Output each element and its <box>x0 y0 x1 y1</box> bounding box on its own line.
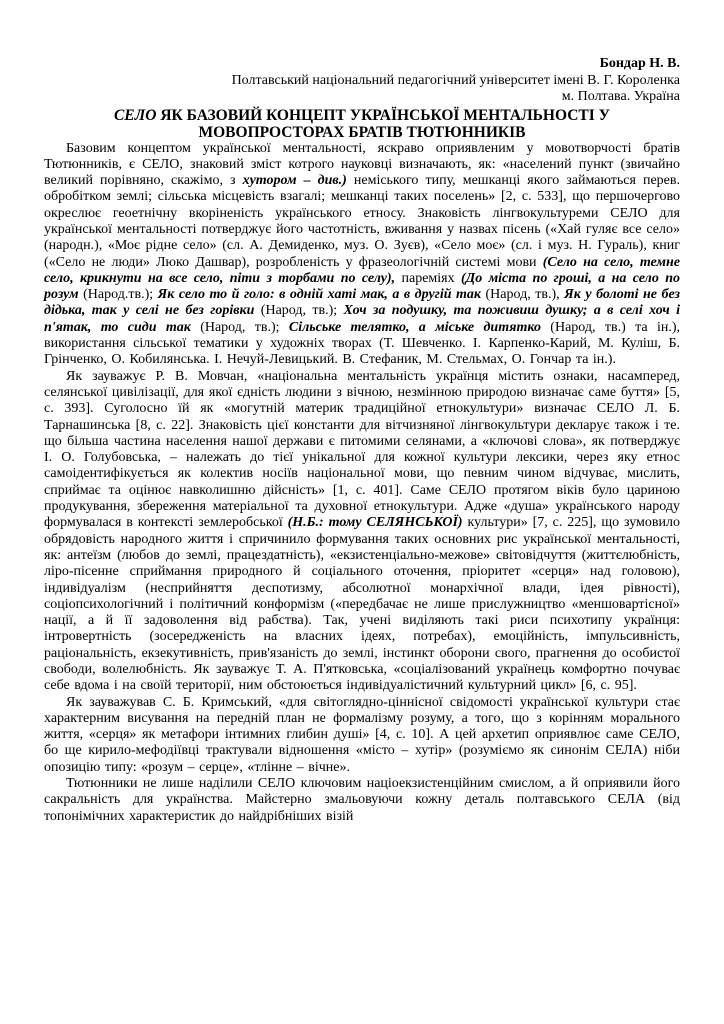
text-run: Як у болоті не без дідька, так у селі не без горівки <box>44 287 680 319</box>
author-name: Бондар Н. В. <box>599 56 680 71</box>
paragraph <box>44 369 680 695</box>
paragraph <box>44 141 680 369</box>
text-run: ЯК БАЗОВИЙ КОНЦЕПТ УКРАЇНСЬКОЇ МЕНТАЛЬНОСТІ У МОВОПРОСТОРАХ БРАТІВ ТЮТЮННИКІВ <box>156 106 611 141</box>
text-run: (Н.Б.: тому СЕЛЯНСЬКОЇ) <box>287 515 463 531</box>
document-header <box>44 56 680 106</box>
text-run: Тютюнники не лише наділили СЕЛО ключовим націоекзистенційним смислом, а й оприявили його сакральність для українства. Майстерно змальовуючи кожну деталь полтавського СЕЛА (від топонімічних характеристик до найдрібніших візій <box>44 776 680 824</box>
paragraph <box>44 776 680 825</box>
article-title <box>44 107 680 141</box>
text-run: пареміях <box>395 270 461 286</box>
text-run: (Народ, тв.); <box>254 303 344 319</box>
article-body <box>44 141 680 825</box>
text-run: СЕЛО <box>113 106 157 124</box>
text-run: Хоч за подушку, та поживиш душку; а в селі хоч і п'ятак, то сиди так <box>44 303 680 335</box>
text-run: (Село на село, темне село, крикнути на все село, піти з торбами по селу), <box>44 254 680 286</box>
text-run: Базовим концептом української ментальності, яскраво оприявленим у мовотворчості братів Тютюнників, є СЕЛО, знаковий зміст котрого науковці визначають, як: «населений пункт (звичайно великий порівняно, скажімо, з <box>44 140 680 189</box>
location: м. Полтава. Україна <box>561 89 680 104</box>
text-run: культури» [7, с. 225], що зумовило обрядовість народного життя і спричинило формування таких основних рис української ментальності, як: антеїзм (любов до землі, працездатність), «екзистенціально-межове» світовідчуття (життєлюбність, ліро-пісенне сприймання природного й соціального оточення, пріоритет «серця» над головою), індивідуалізм (несприйняття деспотизму, абсолютної монархічної влади, ідея рівності), соціопсихологічний і політичний конформізм («передбачає не лише прислужництво «меншовартісної» нації, а й її задоволення від рабства). Так, учені виділяють такі риси психотипу українця: інтровертність (зосередженість на власних ідеях, потребах), емоційність, імпульсивність, раціональність, екзекутивність, прив'язаність до землі, інстинкт оборони свого, прагнення до особистої свободи, волелюбність. Як зауважує Т. А. П'ятковська, «соціалізований українець комфортно почуває себе вдома і на своїй території, ним обстоюється індивідуалістичний культурний цикл» [6, с. 95]. <box>44 515 681 694</box>
affiliation: Полтавський національний педагогічний університет імені В. Г. Короленка <box>231 72 680 88</box>
text-run: (Народ, тв.); <box>190 319 289 335</box>
text-run: (Народ, тв.), <box>481 287 565 303</box>
text-run: Як зауважував С. Б. Кримський, «для світоглядно-ціннісної свідомості української культури стає характерним висування на передній план не формалізму розуму, а того, що з корінням морального життя, «серця» як метафори інтимних глибин душі» [4, с. 10]. А цей архетип оприявлює саме СЕЛО, бо ще кирило-мефодіївці трактували відношення «місто – хутір» (розуміємо як синонім СЕЛА) ніби опозицію типу: «розум – серце», «тлінне – вічне». <box>44 694 680 775</box>
text-run: (Народ.тв.); <box>78 287 158 303</box>
text-run: Сільське телятко, а міське дитятко <box>288 319 541 335</box>
text-run: Як зауважує Р. В. Мовчан, «національна ментальність українця містить ознаки, насамперед, селянської цивілізації, для якої єдність людини з вічною, незмінною природою визначає саме буття» [5, с. 393]. Суголосно їй як «могутній материк традиційної етнокультури» визначає СЕЛО Л. Б. Тарнашинська [8, с. 22]. Знаковість цієї константи для вітчизняної лінгвокультури декларує також і те. що більша частина населення нашої держави є питомими селянами, а «ключові слова», як потверджує І. О. Голубовська, – належать до тієї унікальної для кожної культури лексики, через яку етнос самоідентифікується як колектив носіїв національної мови, що певним чином відчуває, мислить, сприймає та оцінює навколишню дійсність» [1, с. 401]. Саме СЕЛО протягом віків було цариною продукування, збереження матеріальної та духовної етнокультури. Адже «душа» українського народу формувалася в контексті землеробської <box>44 368 680 531</box>
text-run: (До міста по гроші, а на село по розум <box>44 270 681 303</box>
text-run: (Народ, тв.) та ін.), використання сільської тематики у художніх творах (Т. Шевченко. І. Карпенко-Карий, М. Куліш, Б. Грінченко, О. Кобилянська. І. Нечуй-Левицький. В. Стефаник, М. Стельмах, О. Гончар та ін.). <box>44 319 680 368</box>
text-run: хутором – див.) <box>242 173 347 189</box>
text-run: Як село то й голо: в одній хаті мак, а в другій так <box>157 287 481 303</box>
paragraph <box>44 695 680 776</box>
text-run: неміського типу, мешканці якого займаються перев. обробітком землі; сільська місцевість взагалі; мешканці таких поселень» [2, с. 533], що першочергово окреслює геоетнічну вкоріненість українського етносу. Знаковість лінгвокультуреми СЕЛО для української ментальності потверджує його частотність, вживання у назвах пісень («Хай гуляє все село» (народн.), «Моє рідне село» (сл. А. Демиденко, муз. О. Зуєв), «Село моє» (сл. і муз. Н. Гураль), книг («Село не люди» Люко Дашвар), розробленість у фразеологічній системі мови <box>44 173 680 270</box>
